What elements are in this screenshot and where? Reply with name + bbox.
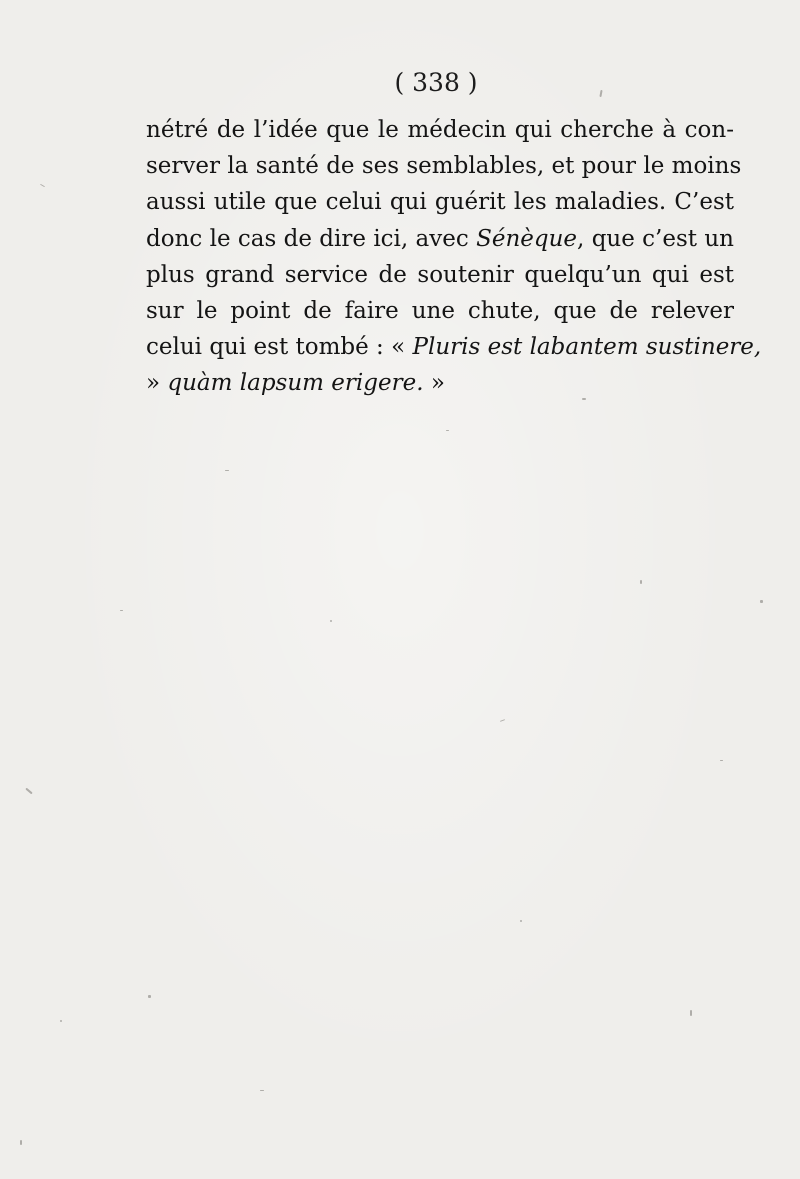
author-name-seneque: Sénèque bbox=[476, 225, 578, 252]
text-line: server la santé de ses semblables, et pour le moins bbox=[146, 153, 742, 180]
text-line bbox=[146, 221, 734, 257]
text-line: aussi utile que celui qui guérit les maladies. C’est bbox=[146, 189, 734, 216]
page-number: ( 338 ) bbox=[394, 68, 478, 97]
text-line: sur le point de faire une chute, que de relever bbox=[146, 297, 734, 324]
text-run: » bbox=[146, 370, 168, 397]
text-line bbox=[146, 365, 734, 401]
text-run: donc le cas de dire ici, avec bbox=[146, 225, 477, 252]
text-line: plus grand service de soutenir quelqu’un qui est bbox=[146, 261, 734, 288]
text-line bbox=[146, 329, 762, 365]
text-run: » bbox=[423, 370, 445, 397]
body-paragraph bbox=[146, 112, 762, 402]
latin-quotation: quàm lapsum erigere. bbox=[167, 370, 424, 397]
text-run: celui qui est tombé : « bbox=[146, 334, 413, 361]
latin-quotation: Pluris est labantem sustinere, bbox=[412, 334, 762, 361]
text-run: , que c’est un bbox=[577, 225, 734, 252]
text-line: nétré de l’idée que le médecin qui cherche à con- bbox=[146, 117, 734, 143]
